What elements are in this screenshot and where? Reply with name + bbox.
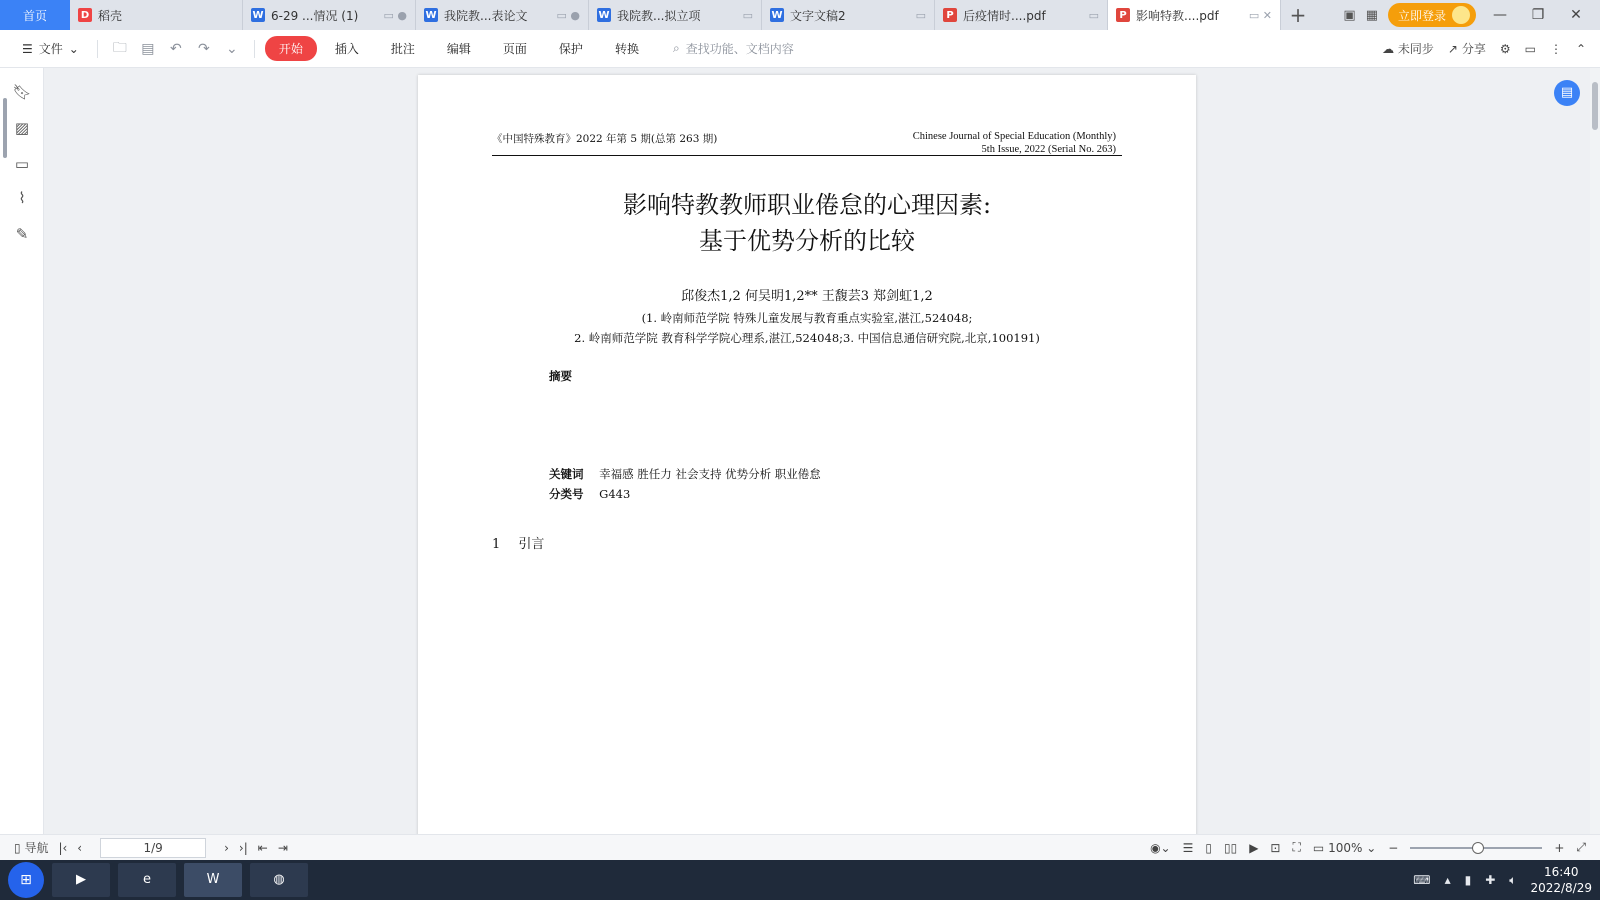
clock-time: 16:40	[1543, 865, 1579, 879]
tab-page[interactable]: 页面	[502, 42, 527, 56]
ribbon-toolbar	[0, 30, 1600, 68]
tab-doc-4[interactable]	[762, 0, 935, 30]
last-page-icon[interactable]: ›|	[238, 840, 248, 855]
chevron-down-icon: ⌄	[68, 41, 79, 56]
next-page-icon[interactable]: ›	[224, 840, 229, 855]
tab-pdf-1[interactable]	[935, 0, 1108, 30]
restore-icon[interactable]: ❐	[1531, 7, 1545, 23]
navigation-label: 导航	[24, 841, 49, 855]
signature-icon[interactable]: ✎	[15, 225, 29, 243]
comment-panel-icon[interactable]: ▭	[14, 155, 30, 173]
collapse-chevron-icon[interactable]: ⌃	[1575, 41, 1586, 56]
wps-writer-icon: W	[252, 9, 264, 21]
keyboard-icon[interactable]: ⌨	[1413, 873, 1431, 887]
status-right	[1150, 840, 1586, 855]
tray-expand-icon[interactable]: ▴	[1444, 873, 1451, 887]
fullscreen-icon[interactable]: ⤢	[1576, 840, 1586, 854]
search-input[interactable]	[673, 40, 794, 57]
eye-mode-icon[interactable]: ◉⌄	[1150, 840, 1171, 855]
affiliation-line-1: (1. 岭南师范学院 特殊儿童发展与教育重点实验室,湛江,524048;	[641, 311, 973, 325]
single-page-icon[interactable]: ▯	[1205, 840, 1212, 855]
tab-label: 我院教...拟立项	[617, 8, 701, 23]
keywords-block	[549, 465, 1069, 485]
navigation-icon: ▯	[14, 841, 21, 855]
minimize-icon[interactable]: —	[1493, 7, 1507, 23]
attachment-icon[interactable]: ⌇	[18, 189, 26, 207]
os-taskbar	[0, 860, 1600, 900]
scrollbar-thumb[interactable]	[1592, 82, 1598, 130]
window-layout-icon[interactable]: ▣	[1343, 7, 1356, 23]
abstract-label: 摘要	[549, 369, 572, 383]
cloud-icon: ☁	[1382, 42, 1395, 56]
tabbar-right	[1343, 0, 1600, 30]
first-page-icon[interactable]: |‹	[58, 840, 68, 855]
classification-value: G443	[599, 487, 631, 501]
tab-close-icon[interactable]: ▭ ✕	[1248, 8, 1272, 22]
tab-start[interactable]: 开始	[265, 36, 317, 61]
vertical-scrollbar[interactable]	[1590, 68, 1600, 834]
file-menu[interactable]	[14, 36, 87, 61]
journal-header-cn: 《中国特殊教育》2022 年第 5 期(总第 263 期)	[492, 133, 718, 145]
article-title	[418, 187, 1196, 259]
divider	[254, 40, 255, 58]
back-view-icon[interactable]: ⇤	[257, 840, 268, 855]
taskbar-wechat-icon[interactable]: ◍	[250, 863, 308, 897]
search-icon: ⌕	[672, 41, 680, 55]
thumbnail-icon[interactable]: ▨	[14, 119, 30, 137]
zoom-value: 100%	[1328, 840, 1363, 855]
system-tray	[1413, 864, 1592, 896]
tab-annotate[interactable]: 批注	[390, 42, 415, 56]
comment-icon[interactable]: ▭	[1524, 41, 1536, 56]
divider	[97, 40, 98, 58]
fit-width-icon: ▭	[1312, 840, 1325, 855]
save-icon[interactable]: ▤	[141, 40, 155, 57]
more-icon[interactable]: ⋮	[1549, 41, 1562, 56]
undo-icon[interactable]: ↶	[169, 40, 182, 57]
docer-icon: D	[78, 8, 92, 22]
settings-icon[interactable]: ⚙	[1499, 41, 1511, 56]
affiliations	[492, 308, 1122, 348]
share-button[interactable]	[1448, 40, 1486, 57]
redo-icon[interactable]: ↷	[197, 40, 210, 57]
tab-pdf-active[interactable]	[1108, 0, 1281, 30]
zoom-select[interactable]	[1313, 841, 1376, 855]
floating-tool-icon[interactable]: ▤	[1554, 80, 1580, 106]
tab-status-icon: ▭ ●	[556, 8, 580, 22]
wps-writer-icon: W	[598, 9, 610, 21]
security-icon[interactable]: ✚	[1485, 873, 1496, 887]
file-menu-label: 文件	[38, 42, 63, 56]
actual-size-icon[interactable]: ⊡	[1270, 840, 1281, 855]
share-label: 分享	[1461, 42, 1486, 56]
toolbar-right	[1382, 40, 1586, 57]
login-label: 立即登录	[1397, 8, 1446, 23]
bookmark-icon[interactable]: 🔖︎	[12, 83, 32, 101]
zoom-in-icon[interactable]: +	[1554, 840, 1565, 855]
classification-block	[549, 485, 1069, 505]
tab-doc-3[interactable]	[589, 0, 762, 30]
start-menu-icon[interactable]: ⊞	[8, 862, 44, 898]
tab-label: 文字文稿2	[790, 8, 846, 23]
tab-label: 后疫情时....pdf	[963, 8, 1046, 23]
status-bar	[0, 834, 1600, 860]
chevron-down-icon: ⌄	[1366, 840, 1377, 855]
keywords-value: 幸福感 胜任力 社会支持 优势分析 职业倦怠	[599, 467, 821, 481]
section-heading	[492, 533, 544, 552]
section-number: 1	[492, 537, 501, 552]
sync-label: 未同步	[1397, 42, 1434, 56]
tab-label: 稻壳	[98, 8, 123, 23]
clock[interactable]	[1530, 864, 1592, 896]
tab-insert[interactable]: 插入	[334, 42, 359, 56]
zoom-slider[interactable]	[1410, 847, 1542, 849]
continuous-view-icon[interactable]: ☰	[1182, 840, 1194, 855]
new-tab-button[interactable]: +	[1289, 3, 1307, 27]
zoom-out-icon[interactable]: −	[1388, 840, 1399, 855]
tab-home[interactable]: 首页	[0, 0, 70, 30]
pdf-icon: P	[943, 8, 957, 22]
open-folder-icon[interactable]: 🗀	[112, 39, 127, 56]
tab-label: 我院教...表论文	[444, 8, 528, 23]
volume-icon[interactable]: 🔈︎	[1509, 872, 1517, 887]
play-icon[interactable]: ▶	[1249, 840, 1259, 855]
tab-label: 6-29 ...情况 (1)	[271, 8, 359, 23]
sync-button[interactable]	[1382, 40, 1434, 57]
tab-bar	[0, 0, 1600, 30]
journal-header-en	[913, 130, 1116, 156]
clock-date: 2022/8/29	[1530, 881, 1592, 895]
tab-doc-2[interactable]	[416, 0, 589, 30]
title-line-2: 基于优势分析的比较	[699, 227, 915, 255]
more-chevron-icon[interactable]: ⌄	[225, 40, 238, 57]
two-page-icon[interactable]: ▯▯	[1223, 840, 1238, 855]
menu-icon: ☰	[22, 41, 33, 56]
author-list: 邱俊杰1,2 何吴明1,2** 王馥芸3 郑剑虹1,2	[681, 289, 933, 304]
left-rail	[0, 68, 44, 834]
classification-label: 分类号	[549, 487, 584, 501]
tab-convert[interactable]: 转换	[614, 42, 639, 56]
page-number-input[interactable]: 1/9	[100, 838, 206, 858]
forward-view-icon[interactable]: ⇥	[277, 840, 288, 855]
taskbar-wps-icon[interactable]: W	[184, 863, 242, 897]
apps-grid-icon[interactable]: ▦	[1365, 7, 1378, 23]
wps-writer-icon: W	[425, 9, 437, 21]
taskbar-browser-icon[interactable]: e	[118, 863, 176, 897]
search-placeholder: 查找功能、文档内容	[685, 42, 794, 56]
close-icon[interactable]: ✕	[1570, 7, 1582, 23]
tab-status-icon: ▭	[1088, 8, 1099, 22]
previous-page-icon[interactable]: ‹	[77, 840, 83, 855]
pdf-page	[418, 75, 1196, 834]
tab-status-icon: ▭	[742, 8, 753, 22]
tab-protect[interactable]: 保护	[558, 42, 583, 56]
abstract-block	[549, 367, 1069, 387]
zoom-slider-knob[interactable]	[1472, 842, 1484, 854]
fit-page-icon[interactable]: ⛶	[1292, 840, 1301, 854]
tab-doc-1[interactable]	[243, 0, 416, 30]
tab-status-icon: ▭ ●	[383, 8, 407, 22]
network-icon[interactable]: ▮	[1464, 873, 1472, 887]
title-line-1: 影响特教教师职业倦怠的心理因素:	[622, 191, 992, 219]
rail-grip[interactable]	[3, 98, 7, 158]
tab-docer[interactable]	[70, 0, 243, 30]
share-icon: ↗	[1447, 42, 1458, 56]
avatar	[1452, 6, 1470, 24]
navigation-button[interactable]	[14, 839, 48, 856]
taskbar-media-player-icon[interactable]: ▶	[52, 863, 110, 897]
keywords-label: 关键词	[549, 467, 584, 481]
journal-header-en-line2: 5th Issue, 2022 (Serial No. 263)	[981, 144, 1116, 155]
pdf-icon: P	[1116, 8, 1130, 22]
login-button[interactable]	[1388, 3, 1476, 27]
wps-writer-icon: W	[771, 9, 783, 21]
journal-header-en-line1: Chinese Journal of Special Education (Monthly)	[912, 131, 1116, 142]
header-rule	[492, 155, 1122, 156]
tab-edit[interactable]: 编辑	[446, 42, 471, 56]
document-viewport[interactable]	[44, 68, 1590, 834]
affiliation-line-2: 2. 岭南师范学院 教育科学学院心理系,湛江,524048;3. 中国信息通信研究院,北京,100191)	[574, 331, 1040, 345]
section-title: 引言	[518, 537, 545, 552]
tab-status-icon: ▭	[915, 8, 926, 22]
tab-label: 影响特教....pdf	[1136, 8, 1219, 23]
